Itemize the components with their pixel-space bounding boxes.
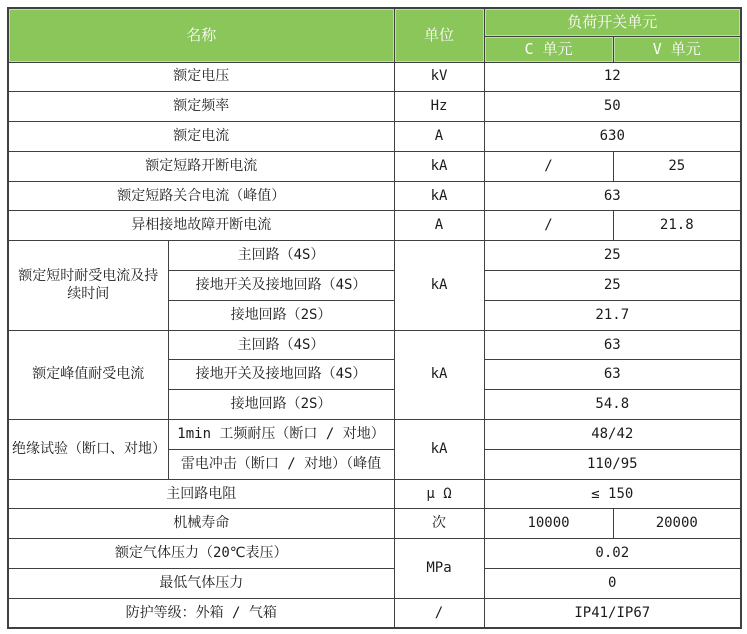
row-name: 最低气体压力 [8,569,394,599]
row-value: 50 [484,92,741,122]
row-unit: / [394,598,484,628]
row-unit: kA [394,420,484,480]
row-name: 接地开关及接地回路（4S） [168,271,394,301]
row-name: 1min 工频耐压（断口 / 对地） [168,420,394,450]
row-name: 主回路（4S） [168,330,394,360]
row-unit: A [394,122,484,152]
table-row [8,330,741,360]
header-sub-c: C 单元 [484,36,613,62]
row-name: 防护等级：外箱 / 气箱 [8,598,394,628]
table-row [8,151,741,181]
row-value: 48/42 [484,420,741,450]
row-value-v: 21.8 [613,211,741,241]
row-value: 0.02 [484,539,741,569]
row-value-v: 20000 [613,509,741,539]
table-row [8,62,741,92]
row-unit: kA [394,151,484,181]
header-name: 名称 [8,8,394,62]
row-unit: Hz [394,92,484,122]
row-name: 接地回路（2S） [168,300,394,330]
header-unit: 单位 [394,8,484,62]
row-unit: μ Ω [394,479,484,509]
row-group: 额定短时耐受电流及持续时间 [8,241,168,330]
header-group: 负荷开关单元 [484,8,741,36]
table-row [8,241,741,271]
table-row [8,479,741,509]
row-unit: kA [394,181,484,211]
row-name: 接地回路（2S） [168,390,394,420]
row-name: 额定气体压力（20℃表压） [8,539,394,569]
row-name: 异相接地故障开断电流 [8,211,394,241]
row-name: 额定短路关合电流（峰值） [8,181,394,211]
row-value: 110/95 [484,449,741,479]
table-row [8,92,741,122]
row-unit: kA [394,241,484,330]
table-row [8,598,741,628]
row-name: 机械寿命 [8,509,394,539]
header-row-1 [8,8,741,36]
row-value: 25 [484,271,741,301]
row-value-c: / [484,211,613,241]
row-value: 63 [484,360,741,390]
row-name: 雷电冲击（断口 / 对地）（峰值 [168,449,394,479]
row-value-c: / [484,151,613,181]
row-value: 21.7 [484,300,741,330]
row-name: 接地开关及接地回路（4S） [168,360,394,390]
table-row [8,122,741,152]
row-value: 630 [484,122,741,152]
table-row [8,420,741,450]
row-name: 额定频率 [8,92,394,122]
header-sub-v: V 单元 [613,36,741,62]
table-row [8,211,741,241]
row-unit: kA [394,330,484,419]
row-name: 额定电流 [8,122,394,152]
row-name: 额定电压 [8,62,394,92]
row-unit: kV [394,62,484,92]
row-value-v: 25 [613,151,741,181]
row-value: IP41/IP67 [484,598,741,628]
row-value: 63 [484,181,741,211]
row-value: 25 [484,241,741,271]
row-name: 主回路（4S） [168,241,394,271]
row-group: 绝缘试验（断口、对地） [8,420,168,480]
table-row [8,181,741,211]
row-value: 0 [484,569,741,599]
row-value: 12 [484,62,741,92]
row-value-c: 10000 [484,509,613,539]
table-row [8,509,741,539]
row-name: 额定短路开断电流 [8,151,394,181]
row-value: 63 [484,330,741,360]
row-unit: MPa [394,539,484,599]
row-value: 54.8 [484,390,741,420]
row-name: 主回路电阻 [8,479,394,509]
row-group: 额定峰值耐受电流 [8,330,168,419]
row-value: ≤ 150 [484,479,741,509]
row-unit: 次 [394,509,484,539]
row-unit: A [394,211,484,241]
table-row [8,569,741,599]
table-row [8,539,741,569]
spec-table [7,7,742,629]
